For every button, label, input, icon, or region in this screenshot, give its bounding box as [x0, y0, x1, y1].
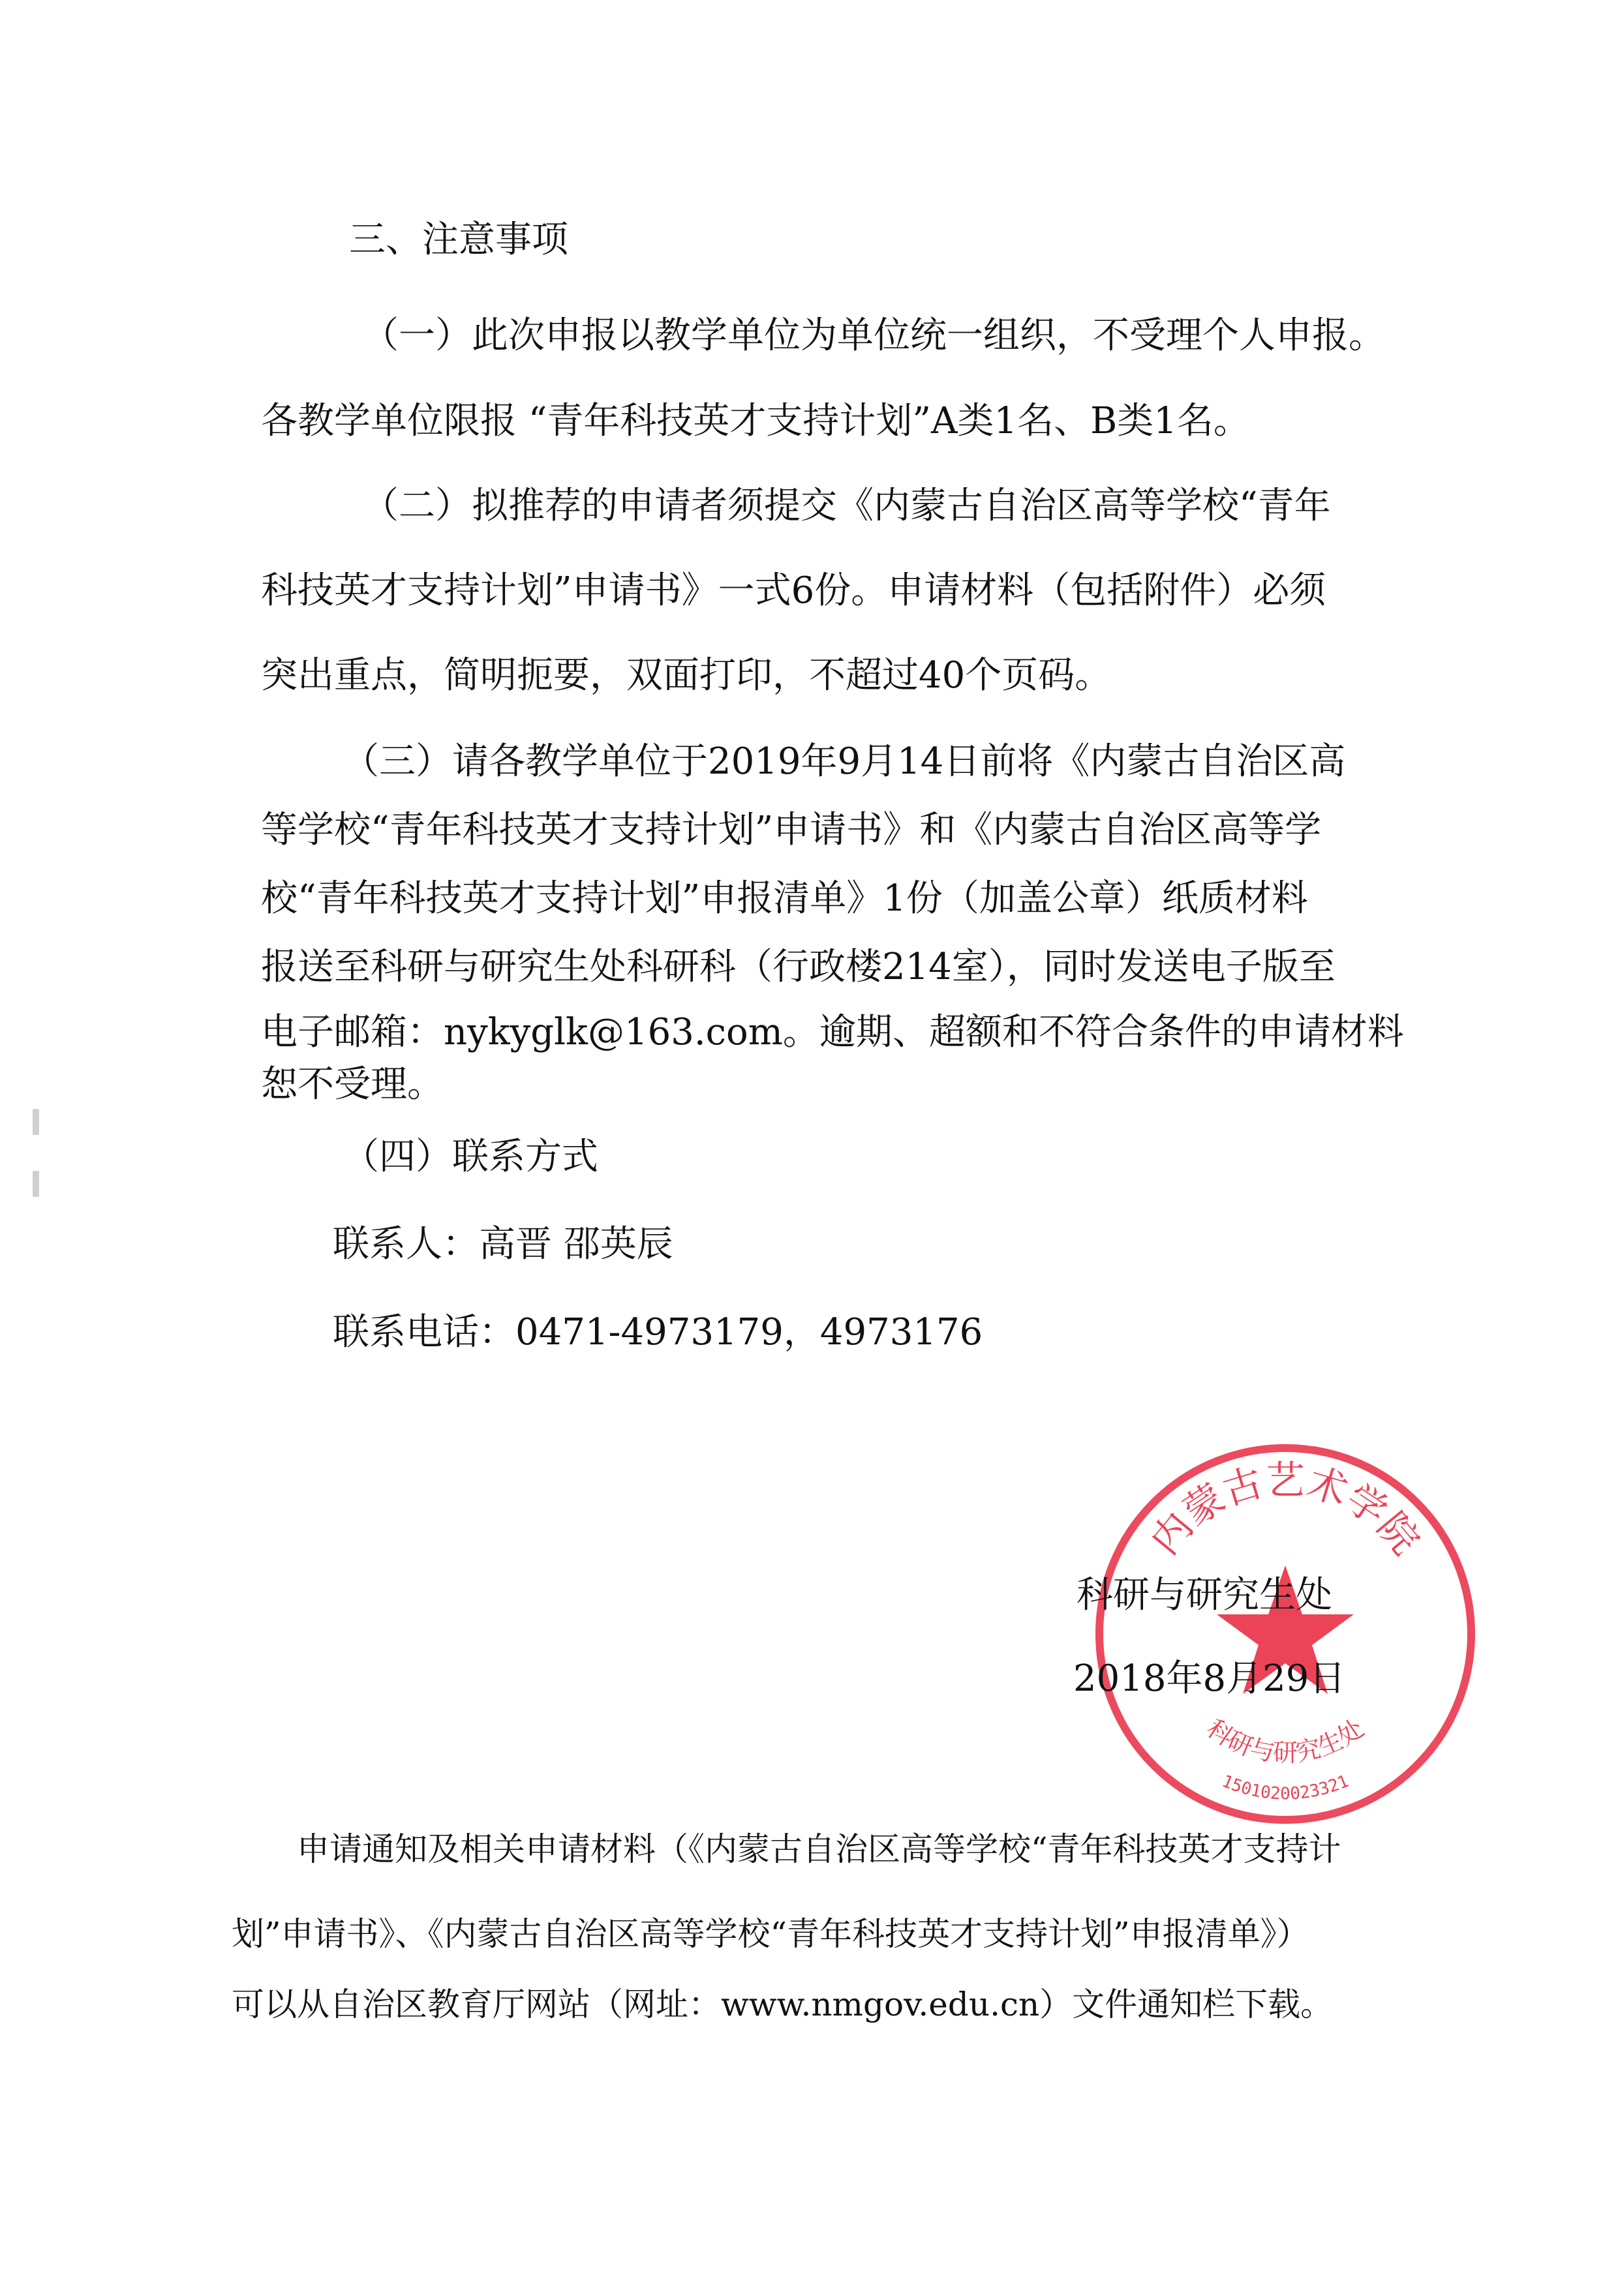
official-seal — [1083, 1432, 1488, 1836]
seal-bottom-text: 科研与研究生处 — [1201, 1714, 1369, 1768]
seal-top-text: 内蒙古艺术学院 — [1142, 1458, 1429, 1563]
footnote-line3: 可以从自治区教育厅网站（网址：www.nmgov.edu.cn）文件通知栏下载。 — [232, 1986, 1334, 2023]
item3-line4: 报送至科研与研究生处科研科（行政楼214室），同时发送电子版至 — [261, 946, 1336, 988]
item4-title: （四）联系方式 — [343, 1136, 598, 1178]
section-heading: 三、注意事项 — [349, 219, 568, 261]
item3-line5: 电子邮箱：nykyglk@163.com。逾期、超额和不符合条件的申请材料 — [261, 1011, 1404, 1053]
signature-office: 科研与研究生处 — [1076, 1574, 1332, 1616]
item3-line1: （三）请各教学单位于2019年9月14日前将《内蒙古自治区高 — [343, 740, 1346, 783]
contact-phone: 联系电话：0471-4973179，4973176 — [333, 1311, 983, 1353]
item3-line3: 校“青年科技英才支持计划”申报清单》1份（加盖公章）纸质材料 — [261, 877, 1308, 920]
item1-line1: （一）此次申报以教学单位为单位统一组织，不受理个人申报。 — [362, 314, 1385, 357]
item2-line3: 突出重点，简明扼要，双面打印，不超过40个页码。 — [261, 654, 1112, 697]
seal-code: 1501020023321 — [1219, 1771, 1352, 1804]
scan-artifact — [33, 1109, 39, 1135]
item2-line2: 科技英才支持计划”申请书》一式6份。申请材料（包括附件）必须 — [261, 569, 1326, 612]
contact-person: 联系人：高晋 邵英辰 — [333, 1223, 673, 1265]
signature-date: 2018年8月29日 — [1073, 1657, 1346, 1700]
item2-line1: （二）拟推荐的申请者须提交《内蒙古自治区高等学校“青年 — [362, 485, 1331, 527]
item3-line6: 恕不受理。 — [261, 1063, 444, 1106]
item3-line2: 等学校“青年科技英才支持计划”申请书》和《内蒙古自治区高等学 — [261, 809, 1322, 851]
item1-line2: 各教学单位限报 “青年科技英才支持计划”A类1名、B类1名。 — [261, 400, 1250, 442]
footnote-line2: 划”申请书》、《内蒙古自治区高等学校“青年科技英才支持计划”申报清单》） — [232, 1915, 1309, 1953]
scan-artifact — [33, 1171, 39, 1197]
footnote-line1: 申请通知及相关申请材料（《内蒙古自治区高等学校“青年科技英才支持计 — [297, 1830, 1341, 1868]
